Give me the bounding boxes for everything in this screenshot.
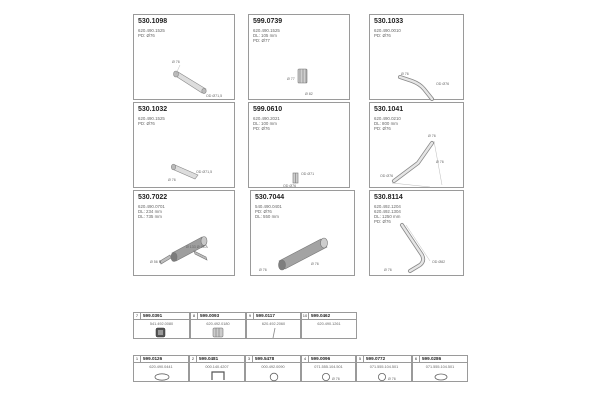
- product-card-7[interactable]: [133, 190, 235, 276]
- part-number: 530.1033: [374, 18, 404, 25]
- dim-label: Ø 76: [172, 60, 180, 64]
- part-number: 599.0286: [422, 356, 442, 361]
- dim-label: Ø 76: [428, 134, 436, 138]
- part-code: 620.490.1261: [317, 322, 341, 326]
- accessory-item-3[interactable]: [245, 355, 301, 382]
- dim-label: Ø 76: [259, 268, 267, 272]
- part-number: 530.8114: [374, 194, 403, 201]
- clamp-icon: [134, 313, 191, 340]
- item-number: 10: [302, 313, 308, 318]
- accessory-item-6[interactable]: [412, 355, 468, 382]
- part-detail-4: PD: Ø76: [374, 219, 391, 224]
- dim-label: OD Ø71: [301, 172, 315, 176]
- part-detail-1: 620.490.1525: [253, 28, 280, 33]
- dim-label: Ø 76: [388, 377, 396, 381]
- part-detail-1: 620.490.0210: [374, 116, 401, 121]
- part-number: 599.0096: [311, 356, 331, 361]
- part-detail-2: DL: 234 mm: [138, 209, 162, 214]
- part-code: 000.492.0090: [261, 365, 285, 369]
- part-detail-1: 620.490.1525: [138, 116, 165, 121]
- dim-label: OD Ø82: [432, 260, 446, 264]
- pipe-drawing: [370, 103, 465, 189]
- part-number: 599.0481: [199, 356, 219, 361]
- part-detail-2: DL: 100 mm: [253, 121, 277, 126]
- item-number: 1: [134, 356, 141, 362]
- dim-label: Ø 76: [401, 72, 409, 76]
- bolt-icon: [247, 313, 302, 340]
- part-number: 530.1032: [138, 106, 168, 113]
- dim-label: Ø 77: [287, 77, 295, 81]
- part-number: 599.0126: [143, 356, 163, 361]
- part-code: 000.140.4207: [205, 365, 229, 369]
- accessory-item-1[interactable]: [133, 355, 189, 382]
- accessory-item-7[interactable]: [133, 312, 190, 339]
- gasket-icon: [413, 356, 469, 383]
- pipe-drawing: [370, 191, 465, 277]
- item-number: 2: [190, 356, 197, 362]
- clamp-icon: [191, 313, 247, 340]
- part-number: 599.0610: [253, 106, 283, 113]
- accessory-item-8[interactable]: [190, 312, 246, 339]
- part-code: 541.492.0080: [149, 322, 174, 326]
- dim-label: Ø 76: [436, 160, 444, 164]
- part-detail-3: PD: Ø76: [253, 126, 270, 131]
- part-number: 599.0739: [253, 18, 283, 25]
- part-code: 620.490.0441: [149, 365, 173, 369]
- part-detail-2: PD: Ø76: [138, 121, 155, 126]
- ring-icon: [246, 356, 302, 383]
- item-number: 4: [302, 356, 309, 362]
- clamp-drawing: [249, 15, 351, 101]
- item-number: 5: [357, 356, 364, 362]
- part-detail-3: PD: Ø76: [374, 126, 391, 131]
- accessory-item-5[interactable]: [356, 355, 412, 382]
- part-detail-2: 620.492.1304: [374, 209, 401, 214]
- muffler-drawing: [251, 191, 356, 277]
- clamp-ring-icon: [302, 356, 357, 383]
- dim-label: OD Ø71,5: [206, 94, 223, 98]
- part-number: 599.0462: [311, 313, 331, 318]
- part-detail-2: PD: Ø76: [255, 209, 272, 214]
- dim-label: Ø 76: [311, 262, 319, 266]
- product-card-8[interactable]: [250, 190, 355, 276]
- part-detail-1: 620.490.2021: [253, 116, 280, 121]
- dim-label: Ø 76: [384, 268, 392, 272]
- dim-label: OD Ø71,5: [196, 170, 213, 174]
- part-detail-3: PD: Ø77: [253, 38, 270, 43]
- part-number: 599.0391: [143, 313, 163, 318]
- product-card-6[interactable]: [369, 102, 464, 188]
- item-number: 8: [191, 313, 198, 319]
- part-code: 071.555.104.501: [425, 365, 455, 369]
- part-code: 071.555.104.501: [369, 365, 399, 369]
- part-number: 599.0117: [256, 313, 275, 318]
- part-detail-2: DL: 105 mm: [253, 33, 277, 38]
- item-number: 9: [247, 313, 254, 319]
- part-number: 530.1098: [138, 18, 168, 25]
- product-card-1[interactable]: [133, 14, 235, 100]
- part-number: 599.5478: [255, 356, 275, 361]
- part-detail-1: 620.490.0701: [138, 204, 165, 209]
- part-code: 071.555.104.501: [314, 365, 343, 369]
- muffler-drawing: [134, 191, 236, 277]
- product-card-3[interactable]: [369, 14, 464, 100]
- part-detail-1: 620.490.0010: [374, 28, 401, 33]
- part-number: 530.7044: [255, 194, 285, 201]
- part-detail-3: DL: 1250 mm: [374, 214, 401, 219]
- dim-label: Ø 76: [168, 178, 176, 182]
- part-code: 620.492.0180: [206, 322, 230, 326]
- dim-label: Ø 82: [305, 92, 313, 96]
- dim-label: Ø 133 Ø 98 A: [186, 245, 208, 249]
- part-detail-2: DL: 800 mm: [374, 121, 398, 126]
- accessory-item-9[interactable]: [246, 312, 301, 339]
- part-detail-2: PD: Ø76: [138, 33, 155, 38]
- part-detail-1: 620.490.1525: [138, 28, 165, 33]
- part-number: 530.1041: [374, 106, 404, 113]
- dim-label: OD Ø76: [283, 184, 297, 188]
- clamp-ring-icon: [357, 356, 413, 383]
- product-card-4[interactable]: [133, 102, 235, 188]
- item-number: 3: [246, 356, 253, 362]
- part-detail-3: DL: 550 mm: [255, 214, 279, 219]
- part-detail-3: DL: 735 mm: [138, 214, 162, 219]
- pipe-drawing: [370, 15, 465, 101]
- pipe-drawing: [134, 103, 236, 189]
- dim-label: OD Ø76: [436, 82, 450, 86]
- dim-label: Ø 56 B: [150, 260, 162, 264]
- product-card-5[interactable]: [248, 102, 350, 188]
- pipe-drawing: [134, 15, 236, 101]
- dim-label: Ø 76: [332, 377, 340, 381]
- product-card-2[interactable]: [248, 14, 350, 100]
- clamp-drawing: [249, 103, 351, 189]
- part-number: 599.0093: [200, 313, 220, 318]
- accessory-item-2[interactable]: [189, 355, 245, 382]
- part-detail-1: 620.492.1204: [374, 204, 401, 209]
- part-detail-1: 540.490.0401: [255, 204, 282, 209]
- bracket-icon: [190, 356, 246, 383]
- item-number: 7: [134, 313, 141, 319]
- accessory-item-10[interactable]: [301, 312, 357, 339]
- gasket-icon: [134, 356, 190, 383]
- accessory-item-4[interactable]: [301, 355, 356, 382]
- product-card-9[interactable]: [369, 190, 464, 276]
- part-number: 599.0772: [366, 356, 386, 361]
- item-number: 6: [413, 356, 420, 362]
- dim-label: OD Ø76: [380, 174, 394, 178]
- part-number: 530.7022: [138, 194, 168, 201]
- part-detail-2: PD: Ø76: [374, 33, 391, 38]
- part-code: 620.492.2060: [261, 322, 286, 326]
